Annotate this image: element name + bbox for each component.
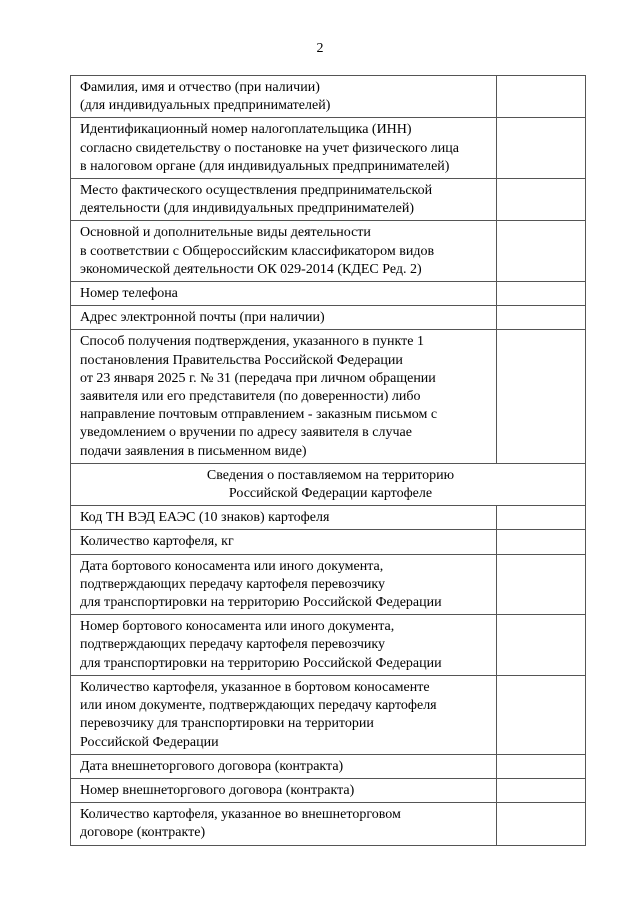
- field-value-bill-of-lading-number[interactable]: [497, 615, 586, 676]
- field-label-activity-types: Основной и дополнительные виды деятельности в соответствии с Общероссийским классификатором видов экономической деятельности ОК 029-2014 (КДЕС Ред. 2): [71, 221, 497, 282]
- field-label-email: Адрес электронной почты (при наличии): [71, 306, 497, 330]
- field-label-inn: Идентификационный номер налогоплательщика (ИНН) согласно свидетельству о постановке на учет физического лица в налоговом органе (для индивидуальных предпринимателей): [71, 118, 497, 179]
- field-label-contract-number: Номер внешнеторгового договора (контракта): [71, 778, 497, 802]
- section-header-row: [71, 463, 586, 505]
- table-row: [71, 118, 586, 179]
- table-row: [71, 76, 586, 118]
- field-label-hs-code: Код ТН ВЭД ЕАЭС (10 знаков) картофеля: [71, 506, 497, 530]
- table-row: [71, 803, 586, 845]
- table-row: [71, 506, 586, 530]
- field-value-inn[interactable]: [497, 118, 586, 179]
- field-value-email[interactable]: [497, 306, 586, 330]
- field-value-contract-date[interactable]: [497, 754, 586, 778]
- table-row: [71, 675, 586, 754]
- table-row: [71, 530, 586, 554]
- field-value-contract-number[interactable]: [497, 778, 586, 802]
- field-label-bill-of-lading-quantity: Количество картофеля, указанное в бортовом коносаменте или ином документе, подтверждающих передачу картофеля перевозчику для транспортировки на территории Российской Федерации: [71, 675, 497, 754]
- table-row: [71, 330, 586, 463]
- table-row: [71, 554, 586, 615]
- field-value-full-name[interactable]: [497, 76, 586, 118]
- field-value-bill-of-lading-date[interactable]: [497, 554, 586, 615]
- field-label-confirmation-method: Способ получения подтверждения, указанного в пункте 1 постановления Правительства Российской Федерации от 23 января 2025 г. № 31 (передача при личном обращении заявителя или его представителя (по доверенности) либо направление почтовым отправлением - заказным письмом с уведомлением о вручении по адресу заявителя в случае подачи заявления в письменном виде): [71, 330, 497, 463]
- table-row: [71, 282, 586, 306]
- page-number: 2: [316, 41, 324, 56]
- section-title: Сведения о поставляемом на территорию Российской Федерации картофеле: [71, 463, 586, 505]
- field-value-hs-code[interactable]: [497, 506, 586, 530]
- table-row: [71, 778, 586, 802]
- field-value-contract-quantity[interactable]: [497, 803, 586, 845]
- table-row: [71, 179, 586, 221]
- field-value-activity-types[interactable]: [497, 221, 586, 282]
- table-row: [71, 615, 586, 676]
- field-label-full-name: Фамилия, имя и отчество (при наличии) (для индивидуальных предпринимателей): [71, 76, 497, 118]
- field-label-bill-of-lading-number: Номер бортового коносамента или иного документа, подтверждающих передачу картофеля перевозчику для транспортировки на территорию Российской Федерации: [71, 615, 497, 676]
- field-label-quantity-kg: Количество картофеля, кг: [71, 530, 497, 554]
- field-value-phone[interactable]: [497, 282, 586, 306]
- field-label-bill-of-lading-date: Дата бортового коносамента или иного документа, подтверждающих передачу картофеля перевозчику для транспортировки на территорию Российской Федерации: [71, 554, 497, 615]
- field-value-business-location[interactable]: [497, 179, 586, 221]
- field-value-confirmation-method[interactable]: [497, 330, 586, 463]
- field-value-bill-of-lading-quantity[interactable]: [497, 675, 586, 754]
- field-label-business-location: Место фактического осуществления предпринимательской деятельности (для индивидуальных предпринимателей): [71, 179, 497, 221]
- field-label-phone: Номер телефона: [71, 282, 497, 306]
- table-row: [71, 306, 586, 330]
- application-form-table: [70, 75, 586, 846]
- field-label-contract-date: Дата внешнеторгового договора (контракта): [71, 754, 497, 778]
- table-row: [71, 754, 586, 778]
- field-label-contract-quantity: Количество картофеля, указанное во внешнеторговом договоре (контракте): [71, 803, 497, 845]
- table-row: [71, 221, 586, 282]
- field-value-quantity-kg[interactable]: [497, 530, 586, 554]
